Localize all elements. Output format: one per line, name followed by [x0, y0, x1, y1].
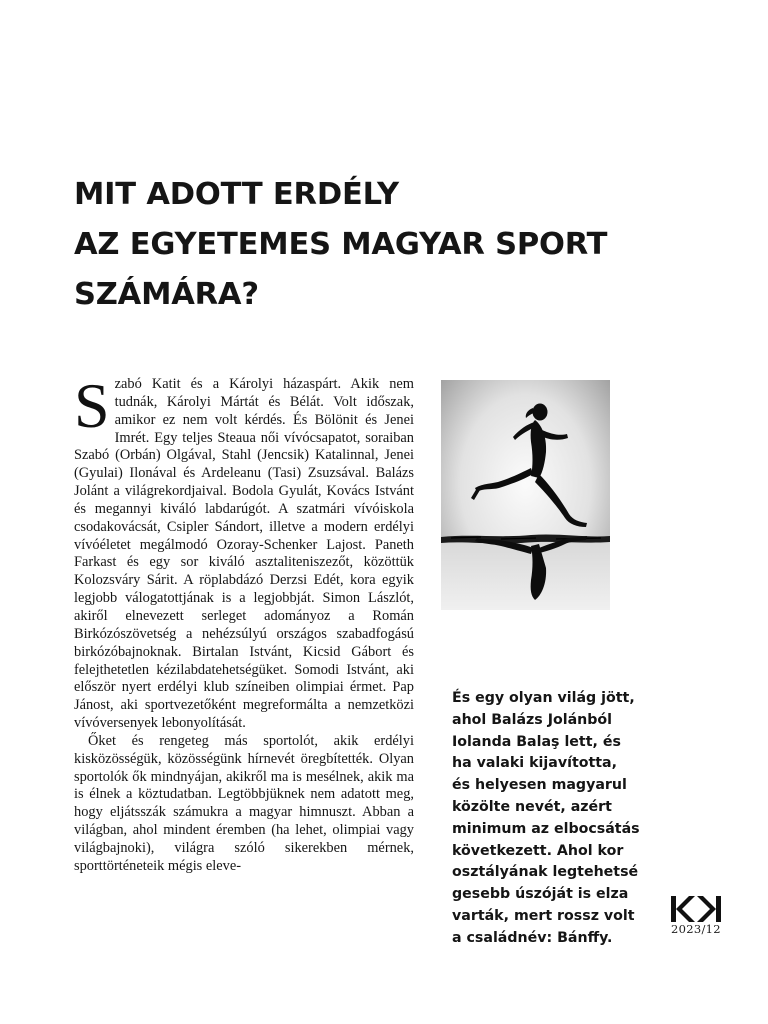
kk-logo-icon: [669, 894, 723, 924]
magazine-logo-icon: [669, 894, 723, 924]
pull-quote: [452, 688, 652, 950]
quote-line: közölte nevét, azért: [452, 798, 612, 815]
article-title: [74, 170, 674, 320]
title-line: MIT ADOTT ERDÉLY: [74, 177, 399, 212]
title-line: AZ EGYETEMES MAGYAR SPORT: [74, 227, 608, 262]
article-body: [74, 370, 414, 876]
paragraph-text: zabó Katit és a Károlyi házaspárt. Akik nem tudnák, Károlyi Mártát és Bélát. Volt időszak, amikor ez nem volt kérdés. És Bölönit és Jenei Imrét. Egy teljes Steaua női vívócsapatot, soraiban Szabó (Orbán) Olgával, Stahl (Jencsik) Katalinnal, Jenei (Gyulai) Ilonával és Ardeleanu (Tasi) Zsuzsával. Balázs Jolánt a világrekordjaival. Bodola Gyulát, Kovács Istvánt és megannyi kiváló labdarúgót. A szatmári vívóiskola csodakovácsát, Csipler Sándort, illetve a modern erdélyi vívóéletet megálmodó Ozoray-Schenker Lajost. Paneth Farkast és egy sor kiváló asztaliteniszezőt, közöttük Kolozsváry Sárit. A röplabdázó Derzsi Edét, kora egyik legjobb válogatottjának is a legjobbját. Simon Lászlót, akiről elnevezett serleget adományoz a Román Birkózószövetség a nehézsúlyú országos szabadfogású birkózóbajnoknak. Birtalan Istvánt, Kicsid Gábort és felejthetetlen kézilabdatehetségüket. Somodi Istvánt, aki először nyert erdélyi klub színeiben olimpiai érmet. Pap Jánost, aki sportvezetőként megreformálta a nemzetközi vívóversenyek lebonyolítását.: [74, 376, 414, 732]
quote-line: ha valaki kijavította,: [452, 755, 618, 772]
quote-line: osztályának legtehetsé: [452, 864, 639, 881]
body-paragraph: [74, 370, 414, 733]
quote-line: és helyesen magyarul: [452, 777, 627, 794]
quote-line: gesebb úszóját is elza: [452, 886, 629, 903]
runner-silhouette-photo: [441, 380, 610, 610]
issue-number: 2023/12: [671, 922, 721, 936]
title-line: SZÁMÁRA?: [74, 277, 259, 312]
quote-line: a családnév: Bánffy.: [452, 929, 613, 946]
quote-line: És egy olyan világ jött,: [452, 690, 635, 706]
quote-line: ahol Balázs Jolánból: [452, 711, 613, 728]
quote-line: varták, mert rossz volt: [452, 907, 635, 924]
quote-line: minimum az elbocsátás: [452, 820, 640, 837]
quote-line: Iolanda Balaş lett, és: [452, 733, 621, 750]
drop-cap: S: [74, 370, 110, 441]
quote-line: következett. Ahol kor: [452, 842, 624, 859]
body-paragraph: Őket és rengeteg más sportolót, akik erdélyi kisközösségük, közösségünk hírnevét öregbítették. Olyan sportolók ők mindnyájan, akikről ma is mesélnek, akik ma is élnek a köztudatban. Legtöbbjüknek nem adatott meg, hogy eljátsszák számukra a magyar himnuszt. Abban a világban, ahol mindent éremben (ha lehet, olimpiai vagy világbajnoki), világra szóló sikerekben mérnek, sporttörténeteik mégis eleve-: [74, 732, 414, 874]
runner-silhouette-image: [441, 380, 610, 610]
